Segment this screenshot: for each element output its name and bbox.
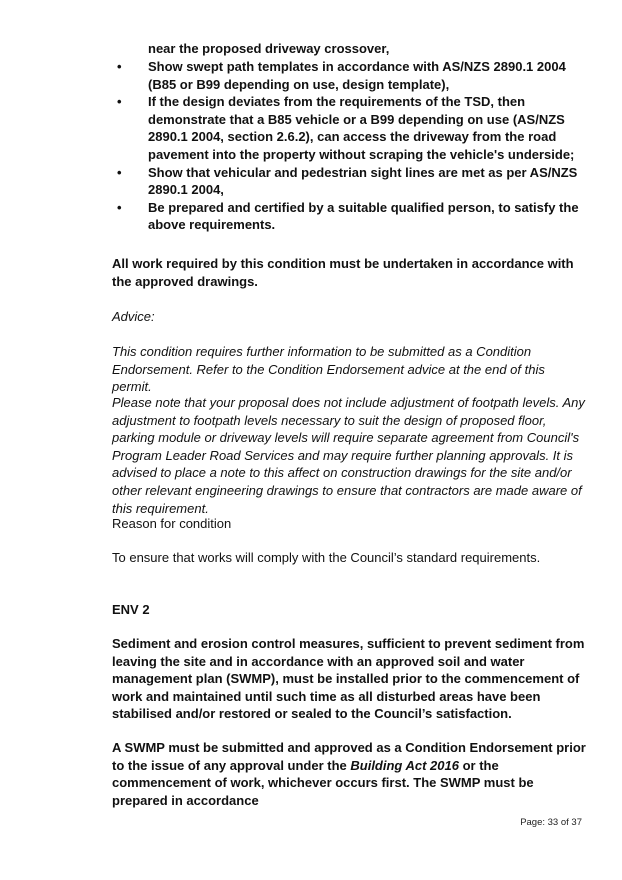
env-paragraph-2-part-1: A SWMP must be submitted and approved as a Condition Endorsement prior to the issue of any approval under the [112, 740, 586, 773]
list-item-text: Show swept path templates in accordance with AS/NZS 2890.1 2004 (B85 or B99 depending on use, design template), [148, 59, 566, 92]
list-item-text: Show that vehicular and pedestrian sight lines are met as per AS/NZS 2890.1 2004, [148, 164, 578, 198]
reason-label: Reason for condition [112, 516, 232, 531]
reason-text: To ensure that works will comply with the Council’s standard requirements. [112, 550, 541, 565]
continuation-line: near the proposed driveway crossover, [148, 41, 390, 56]
section-heading: ENV 2 [112, 602, 150, 617]
list-item [0, 58, 588, 93]
list-item [0, 93, 588, 163]
advice-paragraph-2: Please note that your proposal does not include adjustment of footpath levels. Any adjustment to footpath levels necessary to suit the design of proposed floor, parking module or driveway levels will require separate agreement from Council's Program Leader Road Services and may require further planning approvals. It is advised to place a note to this affect on construction drawings for the site and/or other relevant engineering drawings to ensure that contractors are made aware of this requirement. [112, 395, 585, 516]
advice-label: Advice: [112, 309, 155, 324]
requirements-list [0, 58, 622, 234]
list-item-text: Be prepared and certified by a suitable qualified person, to satisfy the above requirements. [148, 199, 579, 233]
page-number: Page: 33 of 37 [520, 817, 582, 828]
list-item [0, 199, 588, 234]
env-paragraph-1: Sediment and erosion control measures, sufficient to prevent sediment from leaving the site and in accordance with an approved soil and water management plan (SWMP), must be installed prior to the commencement of work and maintained until such time as all disturbed areas have been stabilised and/or restored or sealed to the Council’s satisfaction. [112, 636, 585, 722]
bullet-icon: • [117, 199, 122, 215]
all-work-statement: All work required by this condition must be undertaken in accordance with the approved drawings. [112, 256, 574, 289]
bullet-icon: • [117, 94, 122, 110]
list-item [0, 164, 588, 199]
bullet-icon: • [117, 164, 122, 180]
list-item-text: If the design deviates from the requirements of the TSD, then demonstrate that a B85 vehicle or a B99 depending on use (AS/NZS 2890.1 2004, section 2.6.2), can access the driveway from the road pavement into the property without scraping the vehicle's underside; [148, 94, 575, 162]
env-paragraph-2 [112, 739, 588, 809]
advice-paragraph-1: This condition requires further information to be submitted as a Condition Endorsement. Refer to the Condition Endorsement advice at the end of this permit. [112, 344, 545, 395]
env-paragraph-2-part-2: or the commencement of work, whichever occurs first. The SWMP must be prepared in accordance [112, 757, 534, 808]
bullet-icon: • [117, 59, 122, 74]
building-act-title: Building Act 2016 [350, 757, 459, 773]
